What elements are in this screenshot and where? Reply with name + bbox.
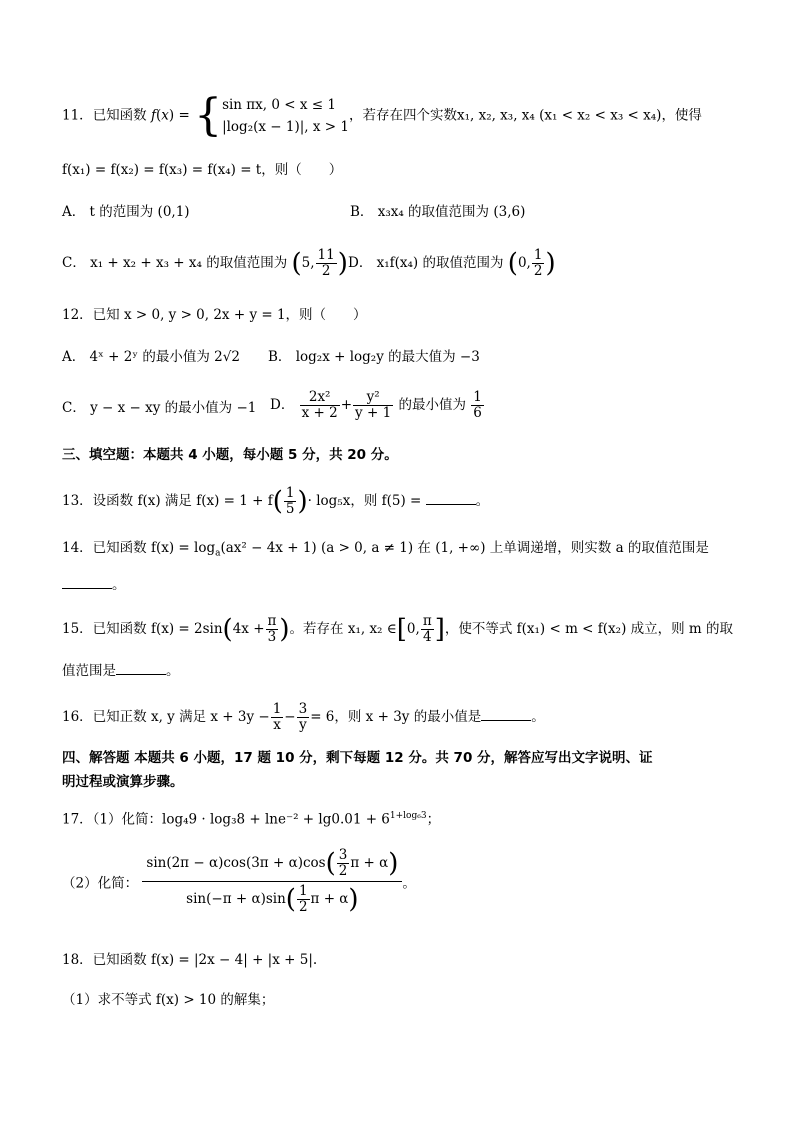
q11-option-d-text: D． x₁f(x₄) 的取值范围为 [348, 255, 504, 271]
q16-frac1-den: x [273, 717, 281, 733]
q11-stem: 11．已知函数 f(x) = { sin πx, 0 < x ≤ 1 |log₂(x − 1)|, x > 1 ，若存在四个实数x₁, x₂, x₃, x₄ (x₁ < x₂ < x₃ < x₄)，使得 [62, 90, 702, 141]
q16-text-post: = 6，则 x + 3y 的最小值是 [310, 709, 482, 725]
q14-end: 。 [112, 577, 126, 593]
q13-frac [284, 486, 297, 517]
q13-frac-num: 1 [285, 485, 295, 501]
q11-line2: f(x₁) = f(x₂) = f(x₃) = f(x₄) = t，则（ ） [62, 162, 343, 178]
q17-part2-label: （2）化简： [62, 875, 139, 892]
q12-stem: 12．已知 x > 0, y > 0, 2x + y = 1，则（ ） [62, 307, 367, 323]
q17-den-frac-den: 2 [298, 899, 308, 915]
q11-option-a: A． t 的范围为 (0,1) [62, 204, 190, 220]
q11-pieces [222, 94, 349, 138]
q15-text-post: ，使不等式 f(x₁) < m < f(x₂) 成立，则 m 的取 [444, 621, 734, 637]
q11-piece1: sin πx, 0 < x ≤ 1 [222, 97, 336, 113]
q15-end: 。 [166, 663, 180, 679]
q15-arg: 4x + [232, 621, 265, 637]
q16-frac1-num: 1 [272, 701, 282, 717]
q15-answer-blank[interactable] [116, 660, 166, 675]
q11-option-b: B． x₃x₄ 的取值范围为 (3,6) [350, 204, 526, 220]
q13-frac-den: 5 [285, 501, 295, 517]
q12-d-frac1 [300, 390, 340, 421]
q11-option-c-text: C． x₁ + x₂ + x₃ + x₄ 的取值范围为 [62, 255, 288, 271]
q11-mid: ，若存在四个实数 [348, 107, 457, 124]
q11-c-frac [316, 248, 337, 279]
q16-frac2-num: 3 [298, 701, 308, 717]
q18-stem: 18．已知函数 f(x) = |2x − 4| + |x + 5|. [62, 952, 318, 968]
q15-text-line2: 值范围是 [62, 663, 116, 679]
q17-part1-text: 17．（1）化简：log₄9 · log₃8 + lne⁻² + lg0.01 + 6 [62, 811, 390, 828]
q17-num-tail: π + α [350, 855, 389, 871]
q12-d-frac1-den: x + 2 [301, 405, 338, 421]
q11-num: 11． [62, 107, 93, 124]
q13-text-pre: 13．设函数 f(x) 满足 f(x) = 1 + f [62, 493, 273, 509]
q15-text-pre: 15．已知函数 f(x) = 2sin [62, 621, 223, 637]
q11-c-frac-num: 11 [317, 247, 335, 263]
q11-c-frac-den: 2 [321, 263, 331, 279]
q13-text-post: · log₅x，则 f(5) = [307, 493, 422, 509]
q11-d-frac-den: 2 [533, 263, 543, 279]
q15-interval-frac-den: 4 [422, 629, 432, 645]
q15-interval-frac [421, 614, 434, 645]
q12-d-frac2-num: y² [353, 390, 393, 406]
q15-text-mid: 。若存在 x₁, x₂ ∈ [289, 621, 397, 637]
q12-d-frac2-den: y + 1 [355, 405, 392, 421]
q16-answer-blank[interactable] [481, 706, 531, 721]
q14-answer-blank[interactable] [62, 574, 112, 589]
q14-stem [62, 538, 709, 564]
q12-d-frac3 [471, 390, 484, 421]
q16-text-pre: 16．已知正数 x, y 满足 x + 3y − [62, 709, 270, 725]
q17-den-frac [297, 884, 310, 915]
q12-d-frac2 [353, 390, 393, 421]
q15-frac-den: 3 [267, 629, 277, 645]
q14-text-1: 14．已知函数 f(x) = log [62, 540, 216, 556]
q12-option-b: B． log₂x + log₂y 的最大值为 −3 [268, 349, 480, 365]
q15-stem: 15．已知函数 f(x) = 2sin(4x + $\frac{\pi}{3}$ )。若存在 x₁, x₂ ∈[0, $\frac{\pi}{4}$ ]，使不等式 f(x₁) < m < f(x₂) 成立，则 m 的取 [62, 613, 734, 645]
q17-part1 [62, 806, 440, 830]
section-4-heading-line2: 明过程或演算步骤。 [62, 774, 184, 790]
q17-part2 [62, 848, 416, 915]
q11-brace: { [194, 90, 223, 141]
q16-frac2-den: y [299, 717, 307, 733]
q17-denominator: sin(−π + α)sin( $\frac{1}{2}$ π + α) [186, 883, 359, 915]
q15-interval-start: 0, [406, 621, 420, 637]
q11-vars: x₁, x₂, x₃, x₄ (x₁ < x₂ < x₃ < x₄) [456, 107, 662, 124]
q12-d-frac3-den: 6 [473, 405, 482, 421]
q14-text-2: (ax² − 4x + 1) (a > 0, a ≠ 1) 在 (1, +∞) 上单调递增，则实数 a 的取值范围是 [220, 540, 709, 556]
q12-option-c: C． y − x − xy 的最小值为 −1 [62, 400, 257, 416]
q12-d-frac1-num: 2x² [300, 390, 340, 406]
section-3-heading: 三、填空题：本题共 4 小题，每小题 5 分，共 20 分。 [62, 447, 398, 463]
q15-frac-num: π [267, 613, 277, 629]
q17-num-frac [337, 848, 350, 879]
q15-interval-frac-num: π [422, 613, 432, 629]
q16-stem: 16．已知正数 x, y 满足 x + 3y − $\frac{1}{x}$ − $\frac{3}{y}$ = 6，则 x + 3y 的最小值是 。 [62, 701, 545, 733]
q13-answer-blank[interactable] [426, 490, 476, 505]
q12-option-d-label: D． [270, 397, 295, 413]
q12-option-a: A． 4ˣ + 2ʸ 的最小值为 2√2 [62, 349, 240, 365]
q17-den-tail: π + α [310, 891, 349, 907]
q15-frac [266, 614, 279, 645]
q11-tail: ，使得 [661, 107, 702, 124]
q11-option-c: C． x₁ + x₂ + x₃ + x₄ 的取值范围为 (5, $\frac{11}{2}$ ) [62, 247, 348, 279]
q12-option-d-text: 的最小值为 [398, 397, 466, 413]
q17-part1-exponent: 1+log₆3 [389, 811, 427, 821]
q17-big-fraction [142, 848, 402, 915]
q11-d-frac [532, 248, 545, 279]
q17-numerator: sin(2π − α)cos(3π + α)cos( $\frac{3}{2}$ π + α) [142, 848, 402, 882]
q11-d-frac-num: 1 [533, 247, 543, 263]
q17-num-frac-den: 2 [338, 863, 348, 879]
q11-piece2: |log₂(x − 1)|, x > 1 [222, 119, 349, 135]
q17-denominator-text: sin(−π + α)sin [186, 891, 286, 907]
q14-log-base: a [215, 548, 221, 559]
q15-line2 [62, 660, 180, 681]
q17-part2-end: 。 [402, 875, 416, 892]
q13-end: 。 [475, 493, 490, 509]
q14-line2 [62, 574, 126, 595]
q16-frac2 [297, 702, 310, 733]
q11-option-d: D． x₁f(x₄) 的取值范围为 (0, $\frac{1}{2}$ ) [348, 247, 556, 279]
q18-part1: （1）求不等式 f(x) > 10 的解集； [62, 992, 275, 1008]
q17-den-frac-num: 1 [298, 883, 308, 899]
q12-option-d: D． $\frac{\text{2x²}}{x + 2}$ + $\frac{\text{y²}}{y + 1}$ 的最小值为 $\frac{1}{6}$ [270, 389, 482, 421]
q13-stem: 13．设函数 f(x) 满足 f(x) = 1 + f( $\frac{1}{5}$ )· log₅x，则 f(5) = 。 [62, 485, 490, 517]
q12-d-frac3-num: 1 [473, 389, 482, 405]
section-4-heading-line1: 四、解答题 本题共 6 小题，17 题 10 分，剩下每题 12 分。共 70 分，解答应写出文字说明、证 [62, 750, 653, 766]
q17-num-frac-num: 3 [338, 847, 348, 863]
q11-intro: 已知函数 [92, 107, 147, 124]
q17-part1-end: ； [426, 811, 441, 828]
q17-numerator-text: sin(2π − α)cos(3π + α)cos [146, 855, 326, 871]
q16-end: 。 [531, 709, 545, 725]
q16-frac1 [271, 702, 284, 733]
